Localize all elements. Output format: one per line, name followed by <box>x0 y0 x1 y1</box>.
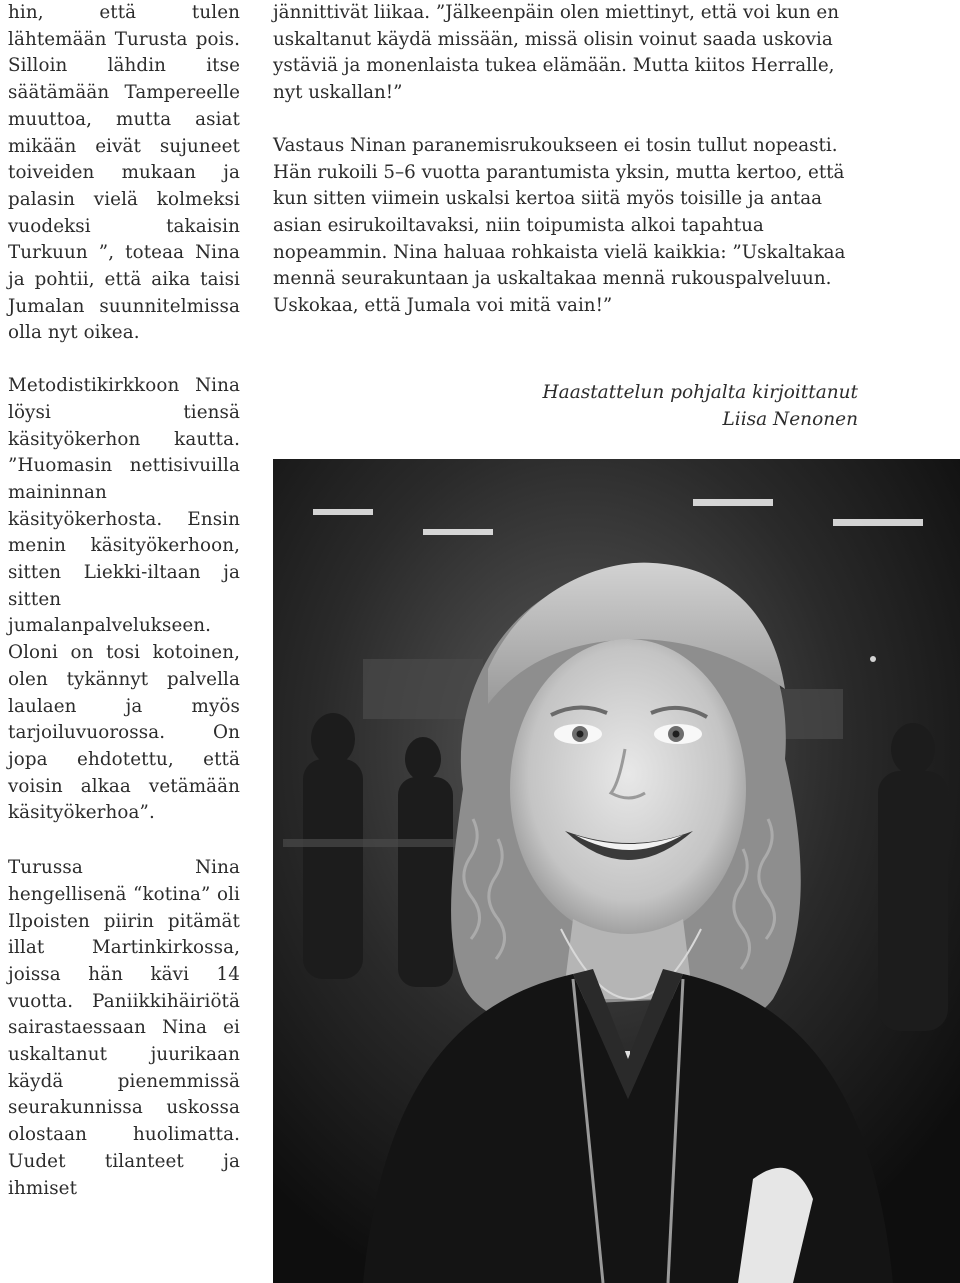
left-paragraph-2: Metodistikirkkoon Nina löysi tiensä käsityökerhon kautta. ”Huomasin nettisivuilla maininnan käsityökerhosta. Ensin menin käsityökerhoon, sitten Liekki-iltaan ja sitten jumalanpalvelukseen. Oloni on tosi kotoinen, olen tykännyt palvella laulaen ja myös tarjoiluvuorossa. On jopa ehdotettu, että voisin alkaa vetämään käsityökerhoa”. <box>8 375 240 824</box>
left-text-column <box>8 0 240 1202</box>
portrait-photo <box>273 459 960 1283</box>
byline-credit: Haastattelun pohjalta kirjoittanut <box>542 382 858 403</box>
author-byline <box>450 379 858 433</box>
right-paragraph-1: jännittivät liikaa. ”Jälkeenpäin olen miettinyt, että voi kun en uskaltanut käydä missään, missä olisin voinut saada uskovia ystäviä ja monenlaista tukea elämään. Mutta kiitos Herralle, nyt uskallan!” <box>273 2 839 104</box>
right-paragraph-2: Vastaus Ninan paranemisrukoukseen ei tosin tullut nopeasti. Hän rukoili 5–6 vuotta parantumista yksin, mutta kertoo, että kun sitten viimein uskalsi kertoa siitä myös toisille ja antaa asian esirukoiltavaksi, niin toipumista alkoi tapahtua nopeammin. Nina haluaa rohkaista vielä kaikkia: ”Uskaltakaa mennä seurakuntaan ja uskaltakaa mennä rukouspalveluun. Uskokaa, että Jumala voi mitä vain!” <box>273 134 846 317</box>
left-paragraph-3: Turussa Nina hengellisenä “kotina” oli Ilpoisten piirin pitämät illat Martinkirkossa, joissa hän kävi 14 vuotta. Paniikkihäiriötä sairastaessaan Nina ei uskaltanut juurikaan käydä pienemmissä seurakunnissa uskossa olostaan huolimatta. Uudet tilanteet ja ihmiset <box>8 857 240 1199</box>
portrait-illustration <box>273 459 960 1283</box>
right-text-column <box>273 0 860 320</box>
byline-author-name: Liisa Nenonen <box>722 409 858 430</box>
left-paragraph-1: hin, että tulen lähtemään Turusta pois. Silloin lähdin itse säätämään Tampereelle muuttoa, mutta asiat mikään eivät sujuneet toiveiden mukaan ja palasin vielä kolmeksi vuodeksi takaisin Turkuun ”, toteaa Nina ja pohtii, että aika taisi Jumalan suunnitelmissa olla nyt oikea. <box>8 2 240 344</box>
